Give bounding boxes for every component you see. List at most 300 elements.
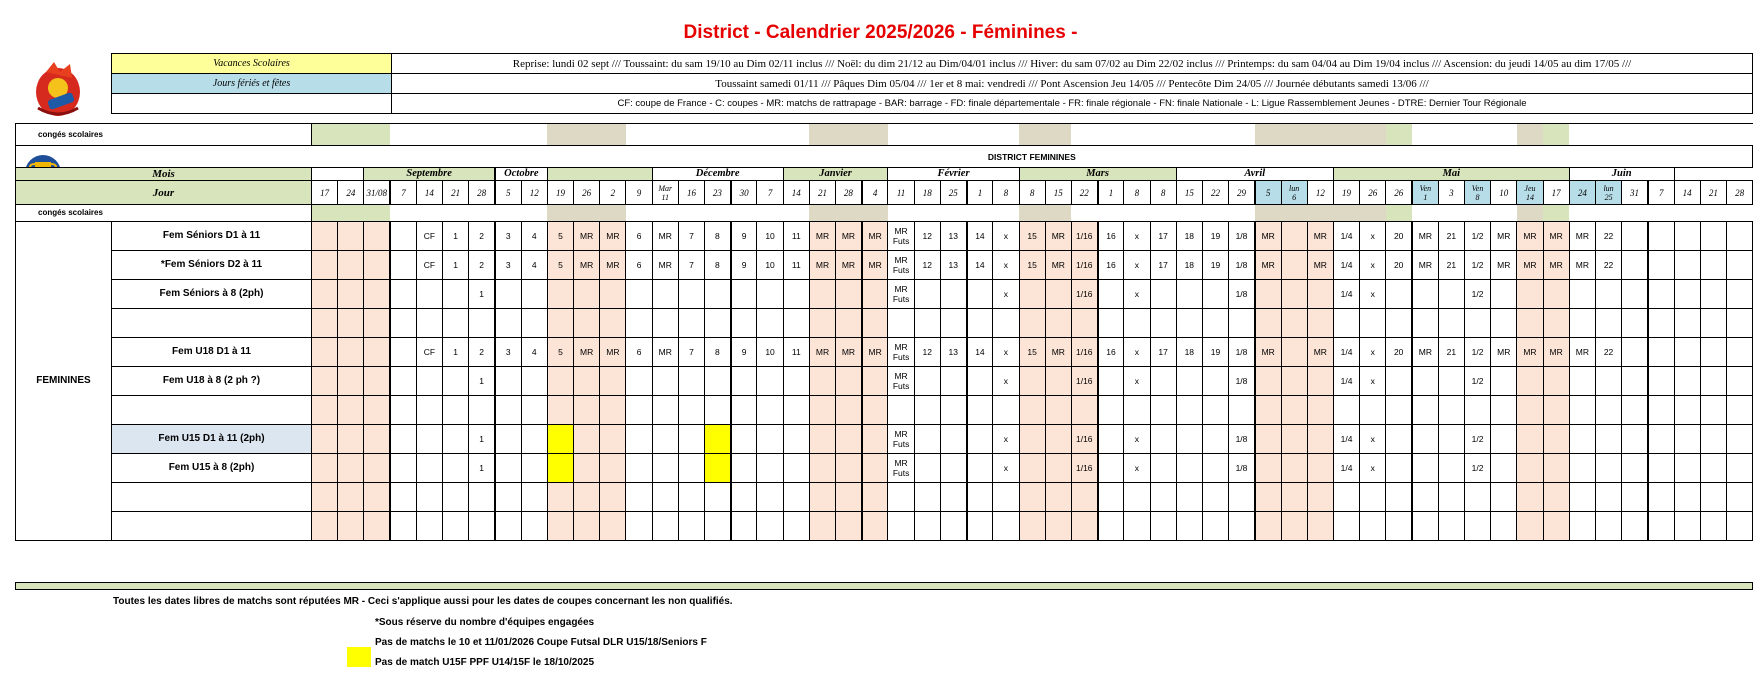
schedule-cell bbox=[678, 309, 704, 338]
schedule-cell: x bbox=[1360, 222, 1386, 251]
schedule-cell bbox=[914, 483, 940, 512]
schedule-cell bbox=[416, 512, 442, 541]
conges-cell bbox=[1229, 205, 1255, 222]
schedule-cell: 1/2 bbox=[1464, 280, 1490, 309]
schedule-cell: MR bbox=[862, 222, 888, 251]
schedule-cell: MR Futs bbox=[888, 425, 914, 454]
schedule-cell bbox=[862, 512, 888, 541]
schedule-cell: MR Futs bbox=[888, 280, 914, 309]
schedule-cell bbox=[1124, 512, 1150, 541]
day-header: 5 bbox=[1255, 181, 1281, 205]
schedule-cell bbox=[1726, 222, 1752, 251]
schedule-cell: MR bbox=[809, 222, 835, 251]
schedule-cell bbox=[862, 280, 888, 309]
schedule-cell bbox=[1543, 280, 1569, 309]
schedule-cell: MR bbox=[1045, 251, 1071, 280]
schedule-cell bbox=[574, 280, 600, 309]
schedule-cell bbox=[1700, 222, 1726, 251]
schedule-cell: x bbox=[993, 251, 1019, 280]
schedule-cell bbox=[1622, 425, 1648, 454]
conges-cell bbox=[1307, 205, 1333, 222]
conges-cell bbox=[1045, 205, 1071, 222]
day-header: 8 bbox=[1019, 181, 1045, 205]
schedule-cell bbox=[836, 396, 862, 425]
schedule-cell bbox=[1674, 251, 1700, 280]
schedule-cell bbox=[600, 367, 626, 396]
team-row bbox=[16, 483, 1753, 512]
day-header: Mar 11 bbox=[652, 181, 678, 205]
conges-cell bbox=[1281, 124, 1307, 146]
schedule-cell: MR bbox=[1543, 338, 1569, 367]
conges-cell bbox=[1255, 124, 1281, 146]
schedule-cell bbox=[836, 309, 862, 338]
schedule-cell bbox=[967, 512, 993, 541]
schedule-cell bbox=[338, 483, 364, 512]
team-row bbox=[16, 512, 1753, 541]
schedule-cell: 6 bbox=[626, 251, 652, 280]
schedule-cell: 8 bbox=[705, 338, 731, 367]
schedule-cell: 3 bbox=[495, 251, 521, 280]
schedule-cell bbox=[652, 367, 678, 396]
schedule-cell bbox=[547, 454, 573, 483]
district-label: DISTRICT FEMININES bbox=[312, 146, 1753, 168]
schedule-cell: MR bbox=[600, 222, 626, 251]
schedule-cell bbox=[1281, 367, 1307, 396]
schedule-cell bbox=[1176, 396, 1202, 425]
schedule-cell bbox=[1386, 512, 1412, 541]
schedule-cell: 15 bbox=[1019, 251, 1045, 280]
schedule-cell bbox=[914, 280, 940, 309]
schedule-cell bbox=[600, 309, 626, 338]
schedule-cell bbox=[1438, 425, 1464, 454]
schedule-cell bbox=[1648, 512, 1674, 541]
schedule-cell bbox=[757, 483, 783, 512]
schedule-cell: MR bbox=[574, 222, 600, 251]
schedule-cell bbox=[416, 367, 442, 396]
schedule-cell bbox=[1674, 425, 1700, 454]
schedule-cell bbox=[1386, 425, 1412, 454]
schedule-cell bbox=[521, 483, 547, 512]
schedule-cell: 1/4 bbox=[1333, 454, 1359, 483]
month-header: Septembre bbox=[364, 168, 495, 181]
schedule-cell bbox=[940, 367, 966, 396]
schedule-cell bbox=[1255, 367, 1281, 396]
conges-cell bbox=[521, 205, 547, 222]
schedule-cell bbox=[1255, 512, 1281, 541]
schedule-cell: 1/4 bbox=[1333, 338, 1359, 367]
schedule-cell bbox=[1150, 483, 1176, 512]
conges-cell bbox=[390, 124, 416, 146]
conges-label-2: congés scolaires bbox=[16, 205, 312, 222]
schedule-cell bbox=[1045, 280, 1071, 309]
schedule-cell bbox=[521, 454, 547, 483]
schedule-cell: 21 bbox=[1438, 222, 1464, 251]
schedule-cell bbox=[731, 483, 757, 512]
schedule-cell bbox=[1569, 280, 1595, 309]
schedule-cell: 1/2 bbox=[1464, 454, 1490, 483]
day-header: 21 bbox=[1700, 181, 1726, 205]
month-header: Avril bbox=[1176, 168, 1333, 181]
schedule-cell bbox=[1124, 483, 1150, 512]
schedule-cell bbox=[914, 425, 940, 454]
schedule-cell bbox=[1307, 483, 1333, 512]
schedule-cell: MR bbox=[1517, 222, 1543, 251]
day-header: lun 25 bbox=[1595, 181, 1621, 205]
schedule-cell bbox=[469, 396, 495, 425]
schedule-cell: 17 bbox=[1150, 222, 1176, 251]
schedule-cell bbox=[705, 512, 731, 541]
schedule-cell bbox=[678, 280, 704, 309]
schedule-cell: MR bbox=[600, 251, 626, 280]
schedule-cell bbox=[1386, 396, 1412, 425]
schedule-cell bbox=[1438, 396, 1464, 425]
schedule-cell: MR bbox=[1045, 338, 1071, 367]
schedule-cell bbox=[364, 454, 390, 483]
schedule-cell: MR Futs bbox=[888, 367, 914, 396]
schedule-cell bbox=[521, 396, 547, 425]
schedule-cell bbox=[993, 512, 1019, 541]
schedule-cell bbox=[940, 425, 966, 454]
day-header: 12 bbox=[1307, 181, 1333, 205]
month-header: Mai bbox=[1333, 168, 1569, 181]
schedule-cell bbox=[1595, 483, 1621, 512]
schedule-cell: MR bbox=[1412, 338, 1438, 367]
schedule-cell bbox=[574, 512, 600, 541]
schedule-cell bbox=[705, 309, 731, 338]
schedule-cell bbox=[1700, 483, 1726, 512]
schedule-cell bbox=[390, 338, 416, 367]
schedule-cell bbox=[1386, 483, 1412, 512]
schedule-cell bbox=[809, 425, 835, 454]
schedule-cell bbox=[1281, 483, 1307, 512]
schedule-cell: 9 bbox=[731, 338, 757, 367]
schedule-cell bbox=[836, 367, 862, 396]
conges-cell bbox=[1360, 205, 1386, 222]
schedule-cell: 4 bbox=[521, 222, 547, 251]
schedule-cell bbox=[521, 512, 547, 541]
team-name: Fem U15 à 8 (2ph) bbox=[112, 454, 312, 483]
schedule-cell bbox=[1595, 512, 1621, 541]
schedule-cell bbox=[705, 425, 731, 454]
schedule-cell: 1/8 bbox=[1229, 367, 1255, 396]
schedule-cell bbox=[940, 396, 966, 425]
schedule-cell: MR Futs bbox=[888, 251, 914, 280]
schedule-cell bbox=[495, 454, 521, 483]
schedule-cell bbox=[1517, 367, 1543, 396]
day-header: 25 bbox=[940, 181, 966, 205]
schedule-cell bbox=[600, 396, 626, 425]
schedule-cell bbox=[678, 425, 704, 454]
conges-cell bbox=[1595, 205, 1621, 222]
schedule-cell bbox=[600, 425, 626, 454]
schedule-cell: 10 bbox=[757, 222, 783, 251]
conges-cell bbox=[1491, 205, 1517, 222]
schedule-cell bbox=[914, 454, 940, 483]
schedule-cell bbox=[914, 309, 940, 338]
month-header: Juin bbox=[1569, 168, 1674, 181]
schedule-cell bbox=[1491, 512, 1517, 541]
schedule-cell: x bbox=[993, 454, 1019, 483]
schedule-cell: MR bbox=[1307, 338, 1333, 367]
schedule-cell bbox=[1543, 454, 1569, 483]
conges-cell bbox=[1202, 205, 1228, 222]
conges-cell bbox=[1648, 205, 1674, 222]
schedule-cell: x bbox=[993, 222, 1019, 251]
schedule-cell bbox=[836, 280, 862, 309]
schedule-cell: 1/16 bbox=[1071, 338, 1097, 367]
schedule-cell bbox=[888, 483, 914, 512]
conges-cell bbox=[1622, 205, 1648, 222]
schedule-cell: x bbox=[1124, 338, 1150, 367]
schedule-cell bbox=[783, 454, 809, 483]
month-header: Octobre bbox=[495, 168, 547, 181]
schedule-cell: 4 bbox=[521, 251, 547, 280]
schedule-cell: x bbox=[1360, 280, 1386, 309]
schedule-cell bbox=[652, 280, 678, 309]
schedule-cell: MR bbox=[1255, 251, 1281, 280]
schedule-cell bbox=[574, 483, 600, 512]
schedule-cell: x bbox=[1124, 367, 1150, 396]
conges-cell bbox=[993, 124, 1019, 146]
schedule-cell: 6 bbox=[626, 338, 652, 367]
schedule-cell: 10 bbox=[757, 251, 783, 280]
schedule-cell bbox=[1438, 512, 1464, 541]
conges-cell bbox=[1176, 205, 1202, 222]
schedule-cell: MR Futs bbox=[888, 222, 914, 251]
schedule-cell: MR bbox=[1255, 222, 1281, 251]
schedule-cell bbox=[1360, 396, 1386, 425]
schedule-cell: 11 bbox=[783, 251, 809, 280]
schedule-cell bbox=[312, 483, 338, 512]
schedule-cell: 13 bbox=[940, 222, 966, 251]
schedule-cell bbox=[390, 483, 416, 512]
schedule-cell bbox=[1019, 425, 1045, 454]
schedule-cell bbox=[1255, 454, 1281, 483]
conges-cell bbox=[338, 205, 364, 222]
schedule-cell bbox=[652, 512, 678, 541]
conges-cell bbox=[626, 124, 652, 146]
schedule-cell bbox=[783, 280, 809, 309]
schedule-cell bbox=[1045, 367, 1071, 396]
schedule-cell bbox=[521, 425, 547, 454]
day-header: 7 bbox=[390, 181, 416, 205]
schedule-cell bbox=[416, 454, 442, 483]
schedule-cell: 1 bbox=[469, 425, 495, 454]
schedule-cell bbox=[1726, 454, 1752, 483]
schedule-cell bbox=[1569, 483, 1595, 512]
schedule-cell bbox=[626, 367, 652, 396]
schedule-cell: 13 bbox=[940, 251, 966, 280]
conges-cell bbox=[416, 205, 442, 222]
conges-cell bbox=[1622, 124, 1648, 146]
schedule-cell bbox=[1412, 483, 1438, 512]
days-row bbox=[16, 181, 1753, 205]
schedule-cell bbox=[495, 367, 521, 396]
schedule-cell bbox=[338, 367, 364, 396]
day-header: 17 bbox=[1543, 181, 1569, 205]
schedule-cell bbox=[809, 367, 835, 396]
schedule-cell bbox=[705, 280, 731, 309]
schedule-cell bbox=[1726, 396, 1752, 425]
conges-cell bbox=[312, 124, 338, 146]
schedule-cell bbox=[1071, 396, 1097, 425]
schedule-cell bbox=[1176, 454, 1202, 483]
schedule-cell bbox=[731, 425, 757, 454]
schedule-cell bbox=[809, 309, 835, 338]
day-header: 21 bbox=[809, 181, 835, 205]
schedule-cell bbox=[338, 338, 364, 367]
schedule-cell bbox=[495, 483, 521, 512]
schedule-cell bbox=[600, 483, 626, 512]
schedule-cell bbox=[1307, 512, 1333, 541]
schedule-cell: 4 bbox=[521, 338, 547, 367]
conges-cell bbox=[940, 205, 966, 222]
conges-cell bbox=[1019, 205, 1045, 222]
schedule-cell bbox=[390, 454, 416, 483]
schedule-cell: 1/8 bbox=[1229, 454, 1255, 483]
conges-cell bbox=[1517, 124, 1543, 146]
schedule-cell: 1/4 bbox=[1333, 280, 1359, 309]
schedule-cell bbox=[1281, 454, 1307, 483]
schedule-cell bbox=[1124, 309, 1150, 338]
club-logo-icon bbox=[26, 58, 90, 122]
schedule-cell bbox=[574, 396, 600, 425]
day-header: 5 bbox=[495, 181, 521, 205]
schedule-cell bbox=[574, 367, 600, 396]
schedule-cell bbox=[1464, 483, 1490, 512]
schedule-cell: MR bbox=[1569, 338, 1595, 367]
schedule-cell: 1/16 bbox=[1071, 222, 1097, 251]
schedule-cell bbox=[1674, 454, 1700, 483]
schedule-cell bbox=[862, 367, 888, 396]
schedule-cell bbox=[1098, 512, 1124, 541]
day-header: 7 bbox=[757, 181, 783, 205]
schedule-cell bbox=[1595, 280, 1621, 309]
header-info-table bbox=[97, 53, 1753, 114]
schedule-cell bbox=[1648, 222, 1674, 251]
schedule-cell: 21 bbox=[1438, 251, 1464, 280]
schedule-cell bbox=[940, 512, 966, 541]
schedule-cell bbox=[1517, 309, 1543, 338]
schedule-cell bbox=[1412, 425, 1438, 454]
schedule-cell: 20 bbox=[1386, 222, 1412, 251]
conges-cell bbox=[1674, 205, 1700, 222]
schedule-cell bbox=[1569, 512, 1595, 541]
schedule-cell: 1/8 bbox=[1229, 338, 1255, 367]
schedule-cell bbox=[547, 396, 573, 425]
calendar-table bbox=[15, 123, 1753, 541]
schedule-cell bbox=[1098, 483, 1124, 512]
schedule-cell: 22 bbox=[1595, 338, 1621, 367]
conges-cell bbox=[1124, 124, 1150, 146]
schedule-cell bbox=[809, 512, 835, 541]
conges-cell bbox=[914, 124, 940, 146]
yellow-legend-swatch bbox=[347, 647, 371, 667]
schedule-cell bbox=[364, 280, 390, 309]
schedule-cell: 1 bbox=[469, 280, 495, 309]
day-header: 1 bbox=[967, 181, 993, 205]
schedule-cell bbox=[993, 309, 1019, 338]
schedule-cell: 2 bbox=[469, 338, 495, 367]
schedule-cell bbox=[1071, 309, 1097, 338]
conges-cell bbox=[1176, 124, 1202, 146]
conges-cell bbox=[1464, 205, 1490, 222]
conges-cell bbox=[678, 205, 704, 222]
day-header: 28 bbox=[836, 181, 862, 205]
conges-cell bbox=[705, 205, 731, 222]
day-header: 14 bbox=[783, 181, 809, 205]
schedule-cell: 13 bbox=[940, 338, 966, 367]
schedule-cell bbox=[1595, 367, 1621, 396]
schedule-cell bbox=[1674, 280, 1700, 309]
schedule-cell: MR bbox=[574, 251, 600, 280]
schedule-cell: x bbox=[993, 425, 1019, 454]
schedule-cell bbox=[1438, 309, 1464, 338]
month-header: Mars bbox=[1019, 168, 1176, 181]
schedule-cell: MR bbox=[1517, 251, 1543, 280]
day-header: 28 bbox=[469, 181, 495, 205]
schedule-cell bbox=[862, 309, 888, 338]
schedule-cell bbox=[1098, 280, 1124, 309]
schedule-cell bbox=[1622, 367, 1648, 396]
schedule-cell bbox=[574, 425, 600, 454]
schedule-cell bbox=[1543, 512, 1569, 541]
schedule-cell bbox=[1674, 309, 1700, 338]
conges-cell bbox=[469, 124, 495, 146]
conges-cell bbox=[1098, 124, 1124, 146]
schedule-cell: MR bbox=[652, 222, 678, 251]
schedule-cell bbox=[1202, 309, 1228, 338]
schedule-cell bbox=[1045, 512, 1071, 541]
page-title: District - Calendrier 2025/2026 - Féminines - bbox=[683, 22, 1078, 43]
day-header: 30 bbox=[731, 181, 757, 205]
schedule-cell: MR bbox=[862, 251, 888, 280]
schedule-cell bbox=[967, 425, 993, 454]
schedule-cell: 5 bbox=[547, 251, 573, 280]
schedule-cell: 18 bbox=[1176, 251, 1202, 280]
schedule-cell bbox=[1595, 425, 1621, 454]
schedule-cell bbox=[312, 222, 338, 251]
schedule-cell: x bbox=[993, 280, 1019, 309]
schedule-cell bbox=[626, 483, 652, 512]
schedule-cell bbox=[1622, 338, 1648, 367]
schedule-cell: 19 bbox=[1202, 251, 1228, 280]
schedule-cell: 18 bbox=[1176, 338, 1202, 367]
schedule-cell bbox=[338, 280, 364, 309]
schedule-cell bbox=[626, 512, 652, 541]
schedule-cell bbox=[1412, 280, 1438, 309]
schedule-cell: 9 bbox=[731, 222, 757, 251]
conges-cell bbox=[1202, 124, 1228, 146]
schedule-cell bbox=[1071, 512, 1097, 541]
conges-cell bbox=[1098, 205, 1124, 222]
schedule-cell bbox=[836, 483, 862, 512]
day-header: 14 bbox=[416, 181, 442, 205]
team-row bbox=[16, 222, 1753, 251]
conges-cell bbox=[1150, 124, 1176, 146]
schedule-cell: 7 bbox=[678, 222, 704, 251]
schedule-cell bbox=[626, 309, 652, 338]
schedule-cell bbox=[1098, 425, 1124, 454]
schedule-cell bbox=[1333, 309, 1359, 338]
schedule-cell: 1/2 bbox=[1464, 222, 1490, 251]
schedule-cell bbox=[390, 280, 416, 309]
schedule-cell bbox=[1595, 396, 1621, 425]
jour-label: Jour bbox=[16, 181, 312, 205]
conges-cell bbox=[757, 124, 783, 146]
schedule-cell: 6 bbox=[626, 222, 652, 251]
schedule-cell bbox=[705, 396, 731, 425]
